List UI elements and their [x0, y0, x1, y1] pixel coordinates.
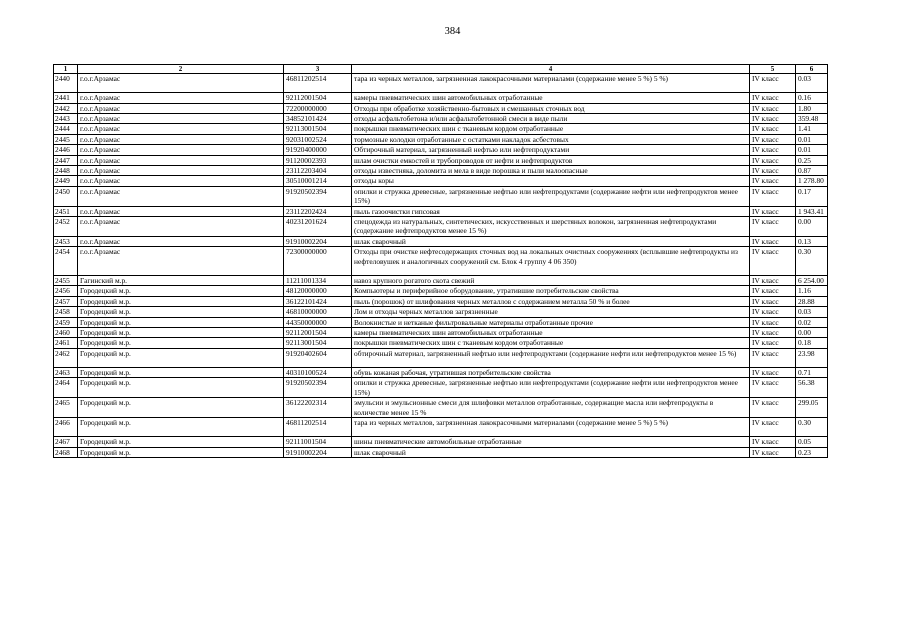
location-cell: г.о.г.Арзамас — [78, 103, 284, 113]
table-row — [54, 134, 828, 144]
column-header: 4 — [352, 65, 750, 74]
row-number: 2466 — [54, 417, 78, 436]
code-cell: 40231201624 — [284, 217, 352, 237]
description-cell: Компьютеры и периферийное оборудование, утратившие потребительские свойства — [352, 286, 750, 296]
description-cell: шлак сварочный — [352, 447, 750, 457]
code-cell: 92113001504 — [284, 338, 352, 348]
row-number: 2452 — [54, 217, 78, 237]
table-row — [54, 114, 828, 124]
class-cell: IV класс — [750, 275, 796, 285]
location-cell: г.о.г.Арзамас — [78, 155, 284, 165]
class-cell: IV класс — [750, 124, 796, 134]
location-cell: Городецкий м.р. — [78, 447, 284, 457]
code-cell: 30510001214 — [284, 176, 352, 186]
row-number: 2456 — [54, 286, 78, 296]
class-cell: IV класс — [750, 286, 796, 296]
row-number: 2464 — [54, 378, 78, 398]
row-number: 2443 — [54, 114, 78, 124]
description-cell: опилки и стружка древесные, загрязненные нефтью или нефтепродуктами (содержание нефти или нефтепродуктов менее 15%) — [352, 378, 750, 398]
class-cell: IV класс — [750, 437, 796, 447]
table-row — [54, 186, 828, 206]
location-cell: Городецкий м.р. — [78, 417, 284, 436]
description-cell: Обтирочный материал, загрязненный нефтью или нефтепродуктами — [352, 145, 750, 155]
page-number: 384 — [444, 26, 461, 37]
table-row — [54, 93, 828, 103]
row-number: 2448 — [54, 166, 78, 176]
class-cell: IV класс — [750, 348, 796, 367]
class-cell: IV класс — [750, 296, 796, 306]
location-cell: г.о.г.Арзамас — [78, 217, 284, 237]
row-number: 2440 — [54, 74, 78, 93]
row-number: 2451 — [54, 206, 78, 216]
row-number: 2449 — [54, 176, 78, 186]
value-cell: 0.02 — [796, 317, 828, 327]
table-row — [54, 286, 828, 296]
table-row — [54, 437, 828, 447]
value-cell: 0.00 — [796, 217, 828, 237]
class-cell: IV класс — [750, 155, 796, 165]
value-cell: 0.00 — [796, 327, 828, 337]
description-cell: навоз крупного рогатого скота свежий — [352, 275, 750, 285]
code-cell: 36122101424 — [284, 296, 352, 306]
table-row — [54, 398, 828, 418]
table-row — [54, 166, 828, 176]
description-cell: Лом и отходы черных металлов загрязненные — [352, 307, 750, 317]
code-cell: 91120002393 — [284, 155, 352, 165]
table-row — [54, 338, 828, 348]
class-cell: IV класс — [750, 206, 796, 216]
value-cell: 0.03 — [796, 307, 828, 317]
class-cell: IV класс — [750, 134, 796, 144]
code-cell: 91920502394 — [284, 186, 352, 206]
location-cell: г.о.г.Арзамас — [78, 206, 284, 216]
code-cell: 11211001334 — [284, 275, 352, 285]
location-cell: Городецкий м.р. — [78, 398, 284, 418]
value-cell: 0.30 — [796, 417, 828, 436]
location-cell: г.о.г.Арзамас — [78, 93, 284, 103]
row-number: 2442 — [54, 103, 78, 113]
value-cell: 0.17 — [796, 186, 828, 206]
code-cell: 92111001504 — [284, 437, 352, 447]
row-number: 2441 — [54, 93, 78, 103]
description-cell: покрышки пневматических шин с тканевым кордом отработанные — [352, 338, 750, 348]
value-cell: 1.16 — [796, 286, 828, 296]
code-cell: 91920400000 — [284, 145, 352, 155]
table-row — [54, 103, 828, 113]
column-header: 6 — [796, 65, 828, 74]
value-cell: 0.03 — [796, 74, 828, 93]
row-number: 2444 — [54, 124, 78, 134]
table-row — [54, 317, 828, 327]
code-cell: 44350000000 — [284, 317, 352, 327]
row-number: 2463 — [54, 367, 78, 377]
row-number: 2445 — [54, 134, 78, 144]
description-cell: тара из черных металлов, загрязненная лакокрасочными материалами (содержание менее 5 %) 5 %) — [352, 417, 750, 436]
row-number: 2454 — [54, 247, 78, 276]
row-number: 2460 — [54, 327, 78, 337]
row-number: 2453 — [54, 236, 78, 246]
code-cell: 72200000000 — [284, 103, 352, 113]
code-cell: 91920502394 — [284, 378, 352, 398]
table-row — [54, 417, 828, 436]
class-cell: IV класс — [750, 236, 796, 246]
location-cell: Городецкий м.р. — [78, 437, 284, 447]
description-cell: отходы асфальтобетона и/или асфальтобетонной смеси в виде пыли — [352, 114, 750, 124]
location-cell: Городецкий м.р. — [78, 378, 284, 398]
table-row — [54, 217, 828, 237]
location-cell: Гагинский м.р. — [78, 275, 284, 285]
value-cell: 23.98 — [796, 348, 828, 367]
location-cell: г.о.г.Арзамас — [78, 114, 284, 124]
code-cell: 92112001504 — [284, 93, 352, 103]
class-cell: IV класс — [750, 145, 796, 155]
column-header: 1 — [54, 65, 78, 74]
value-cell: 6 254.00 — [796, 275, 828, 285]
value-cell: 0.01 — [796, 134, 828, 144]
code-cell: 92113001504 — [284, 124, 352, 134]
code-cell: 91910002204 — [284, 447, 352, 457]
description-cell: Волокнистые и нетканые фильтровальные материалы отработанные прочие — [352, 317, 750, 327]
description-cell: опилки и стружка древесные, загрязненные нефтью или нефтепродуктами (содержание нефти или нефтепродуктов менее 15%) — [352, 186, 750, 206]
row-number: 2465 — [54, 398, 78, 418]
table-row — [54, 247, 828, 276]
location-cell: г.о.г.Арзамас — [78, 74, 284, 93]
description-cell: тормозные колодки отработанные с остатками накладок асбестовых — [352, 134, 750, 144]
value-cell: 0.05 — [796, 437, 828, 447]
code-cell: 46810000000 — [284, 307, 352, 317]
location-cell: г.о.г.Арзамас — [78, 134, 284, 144]
code-cell: 46811202514 — [284, 74, 352, 93]
location-cell: Городецкий м.р. — [78, 367, 284, 377]
class-cell: IV класс — [750, 398, 796, 418]
table-row — [54, 296, 828, 306]
table-row — [54, 307, 828, 317]
location-cell: г.о.г.Арзамас — [78, 236, 284, 246]
table-row — [54, 124, 828, 134]
table-body — [54, 74, 828, 458]
table-row — [54, 275, 828, 285]
code-cell: 23112202424 — [284, 206, 352, 216]
value-cell: 359.48 — [796, 114, 828, 124]
description-cell: отходы известняка, доломита и мела в виде порошка и пыли малоопасные — [352, 166, 750, 176]
code-cell: 34852101424 — [284, 114, 352, 124]
description-cell: камеры пневматических шин автомобильных отработанные — [352, 327, 750, 337]
class-cell: IV класс — [750, 247, 796, 276]
class-cell: IV класс — [750, 176, 796, 186]
location-cell: Городецкий м.р. — [78, 307, 284, 317]
class-cell: IV класс — [750, 166, 796, 176]
class-cell: IV класс — [750, 307, 796, 317]
value-cell: 56.38 — [796, 378, 828, 398]
value-cell: 1 943.41 — [796, 206, 828, 216]
table-row — [54, 74, 828, 93]
class-cell: IV класс — [750, 74, 796, 93]
description-cell: шлам очистки емкостей и трубопроводов от нефти и нефтепродуктов — [352, 155, 750, 165]
location-cell: Городецкий м.р. — [78, 286, 284, 296]
value-cell: 0.18 — [796, 338, 828, 348]
description-cell: пыль газоочистки гипсовая — [352, 206, 750, 216]
table-header-row — [54, 65, 828, 74]
code-cell: 91920402604 — [284, 348, 352, 367]
table-row — [54, 447, 828, 457]
row-number: 2455 — [54, 275, 78, 285]
code-cell: 72300000000 — [284, 247, 352, 276]
table-row — [54, 176, 828, 186]
row-number: 2461 — [54, 338, 78, 348]
column-header: 2 — [78, 65, 284, 74]
row-number: 2467 — [54, 437, 78, 447]
class-cell: IV класс — [750, 327, 796, 337]
description-cell: обтирочный материал, загрязненный нефтью или нефтепродуктами (содержание нефти или нефтепродуктов менее 15 %) — [352, 348, 750, 367]
code-cell: 46811202514 — [284, 417, 352, 436]
class-cell: IV класс — [750, 317, 796, 327]
code-cell: 40310100524 — [284, 367, 352, 377]
class-cell: IV класс — [750, 114, 796, 124]
description-cell: камеры пневматических шин автомобильных отработанные — [352, 93, 750, 103]
row-number: 2458 — [54, 307, 78, 317]
table-row — [54, 206, 828, 216]
row-number: 2446 — [54, 145, 78, 155]
row-number: 2459 — [54, 317, 78, 327]
code-cell: 92112001504 — [284, 327, 352, 337]
waste-table — [53, 64, 828, 458]
location-cell: Городецкий м.р. — [78, 338, 284, 348]
table-row — [54, 236, 828, 246]
code-cell: 23112203404 — [284, 166, 352, 176]
table-row — [54, 145, 828, 155]
location-cell: Городецкий м.р. — [78, 296, 284, 306]
table-row — [54, 155, 828, 165]
value-cell: 0.16 — [796, 93, 828, 103]
value-cell: 0.01 — [796, 145, 828, 155]
class-cell: IV класс — [750, 447, 796, 457]
description-cell: тара из черных металлов, загрязненная лакокрасочными материалами (содержание менее 5 %) 5 %) — [352, 74, 750, 93]
description-cell: шлак сварочный — [352, 236, 750, 246]
description-cell: шины пневматические автомобильные отработанные — [352, 437, 750, 447]
code-cell: 91910002204 — [284, 236, 352, 246]
code-cell: 48120000000 — [284, 286, 352, 296]
location-cell: г.о.г.Арзамас — [78, 186, 284, 206]
value-cell: 0.25 — [796, 155, 828, 165]
location-cell: г.о.г.Арзамас — [78, 124, 284, 134]
location-cell: г.о.г.Арзамас — [78, 176, 284, 186]
class-cell: IV класс — [750, 338, 796, 348]
value-cell: 0.23 — [796, 447, 828, 457]
location-cell: Городецкий м.р. — [78, 327, 284, 337]
class-cell: IV класс — [750, 217, 796, 237]
value-cell: 0.13 — [796, 236, 828, 246]
row-number: 2462 — [54, 348, 78, 367]
row-number: 2457 — [54, 296, 78, 306]
table-row — [54, 348, 828, 367]
description-cell: Отходы при обработке хозяйственно-бытовых и смешанных сточных вод — [352, 103, 750, 113]
location-cell: г.о.г.Арзамас — [78, 166, 284, 176]
row-number: 2447 — [54, 155, 78, 165]
value-cell: 28.88 — [796, 296, 828, 306]
description-cell: спецодежда из натуральных, синтетических, искусственных и шерстяных волокон, загрязненная нефтепродуктами (содержание нефтепродуктов менее 15 %) — [352, 217, 750, 237]
class-cell: IV класс — [750, 417, 796, 436]
description-cell: пыль (порошок) от шлифования черных металлов с содержанием металла 50 % и более — [352, 296, 750, 306]
location-cell: Городецкий м.р. — [78, 317, 284, 327]
column-header: 3 — [284, 65, 352, 74]
row-number: 2450 — [54, 186, 78, 206]
class-cell: IV класс — [750, 378, 796, 398]
class-cell: IV класс — [750, 103, 796, 113]
value-cell: 1.41 — [796, 124, 828, 134]
value-cell: 0.87 — [796, 166, 828, 176]
location-cell: г.о.г.Арзамас — [78, 145, 284, 155]
code-cell: 36122202314 — [284, 398, 352, 418]
class-cell: IV класс — [750, 186, 796, 206]
table-row — [54, 378, 828, 398]
column-header: 5 — [750, 65, 796, 74]
class-cell: IV класс — [750, 93, 796, 103]
description-cell: эмульсии и эмульсионные смеси для шлифовки металлов отработанные, содержащие масла или нефтепродукты в количестве менее 15 % — [352, 398, 750, 418]
row-number: 2468 — [54, 447, 78, 457]
value-cell: 0.71 — [796, 367, 828, 377]
description-cell: отходы коры — [352, 176, 750, 186]
value-cell: 1.80 — [796, 103, 828, 113]
code-cell: 92031002524 — [284, 134, 352, 144]
description-cell: покрышки пневматических шин с тканевым кордом отработанные — [352, 124, 750, 134]
value-cell: 0.30 — [796, 247, 828, 276]
description-cell: Отходы при очистке нефтесодержащих сточных вод на локальных очистных сооружениях (всплывшие нефтепродукты из нефтеловушек и аналогичных сооружений см. Блок 4 группу 4 06 350) — [352, 247, 750, 276]
table-row — [54, 327, 828, 337]
value-cell: 1 278.80 — [796, 176, 828, 186]
table-row — [54, 367, 828, 377]
class-cell: IV класс — [750, 367, 796, 377]
location-cell: Городецкий м.р. — [78, 348, 284, 367]
value-cell: 299.05 — [796, 398, 828, 418]
description-cell: обувь кожаная рабочая, утратившая потребительские свойства — [352, 367, 750, 377]
location-cell: г.о.г.Арзамас — [78, 247, 284, 276]
